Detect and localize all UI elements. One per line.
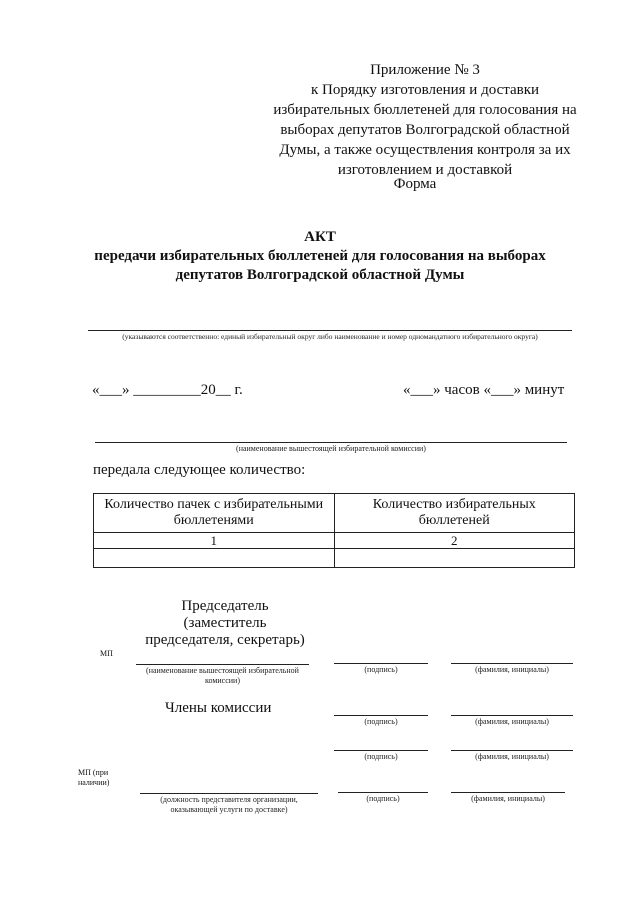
commission-caption: (наименование вышестоящей избирательной комиссии) [236, 444, 426, 453]
header-packs: Количество пачек с избирательными бюллетенями [94, 494, 335, 533]
column-number: 2 [334, 533, 575, 549]
packs-value-cell[interactable] [94, 549, 335, 568]
signature-caption: (подпись) [364, 752, 398, 761]
delivery-name-line[interactable] [451, 792, 565, 793]
chairman-title-line: (заместитель [183, 615, 267, 631]
name-caption: (фамилия, инициалы) [471, 794, 545, 803]
name-caption: (фамилия, инициалы) [475, 752, 549, 761]
chairman-title-line: председателя, секретарь) [145, 632, 305, 648]
signature-caption: (подпись) [366, 794, 400, 803]
district-caption: (указываются соответственно: единый избирательный округ либо наименование и номер одномандатного избирательного округа) [122, 332, 538, 341]
caption-line: (должность представителя организации, [160, 795, 298, 804]
appendix-line: избирательных бюллетеней для голосования на [273, 102, 577, 118]
stamp-line: наличии) [78, 778, 110, 787]
members-title: Члены комиссии [165, 700, 272, 716]
form-label: Форма [393, 176, 437, 192]
signature-caption: (подпись) [364, 665, 398, 674]
stamp-label: МП [100, 649, 113, 658]
member-signature-line[interactable] [334, 750, 428, 751]
caption-line: (наименование вышестоящей избирательной [146, 666, 299, 675]
quantity-table [93, 493, 575, 568]
chairman-title-line: Председатель [181, 598, 269, 614]
commission-fill-line[interactable] [95, 442, 567, 443]
district-fill-line[interactable] [88, 330, 572, 331]
appendix-line: Приложение № 3 [370, 62, 480, 78]
stamp-label-optional [78, 768, 109, 788]
header-ballots: Количество избирательных бюллетеней [334, 494, 575, 533]
appendix-header [250, 60, 600, 180]
delivery-position-line[interactable] [140, 793, 318, 794]
delivery-position-caption [140, 795, 318, 815]
column-number: 1 [94, 533, 335, 549]
name-caption: (фамилия, инициалы) [475, 717, 549, 726]
appendix-line: к Порядку изготовления и доставки [310, 82, 540, 98]
transferred-text: передала следующее количество: [93, 462, 306, 478]
chairman-name-line[interactable] [451, 663, 573, 664]
appendix-line: Думы, а также осуществления контроля за их [279, 142, 571, 158]
delivery-signature-line[interactable] [338, 792, 428, 793]
time-field[interactable]: «___» часов «___» минут [403, 382, 565, 398]
chairman-commission-caption [136, 666, 309, 686]
document-title [60, 228, 580, 285]
title-line-3: депутатов Волгоградской областной Думы [175, 267, 465, 283]
appendix-line: выборах депутатов Волгоградской областной [280, 122, 570, 138]
chairman-signature-line[interactable] [334, 663, 428, 664]
name-caption: (фамилия, инициалы) [475, 665, 549, 674]
member-signature-line[interactable] [334, 715, 428, 716]
caption-line: оказывающей услуги по доставке) [170, 805, 288, 814]
date-field[interactable]: «___» _________20__ г. [92, 382, 243, 398]
chairman-commission-line[interactable] [136, 664, 309, 665]
chairman-title [140, 598, 310, 649]
member-name-line[interactable] [451, 715, 573, 716]
title-line-1: АКТ [304, 229, 336, 245]
stamp-line: МП (при [78, 768, 109, 777]
member-name-line[interactable] [451, 750, 573, 751]
signature-caption: (подпись) [364, 717, 398, 726]
caption-line: комиссии) [205, 676, 240, 685]
appendix-line: изготовлением и доставкой [337, 162, 513, 178]
ballots-value-cell[interactable] [334, 549, 575, 568]
title-line-2: передачи избирательных бюллетеней для голосования на выборах [94, 248, 546, 264]
